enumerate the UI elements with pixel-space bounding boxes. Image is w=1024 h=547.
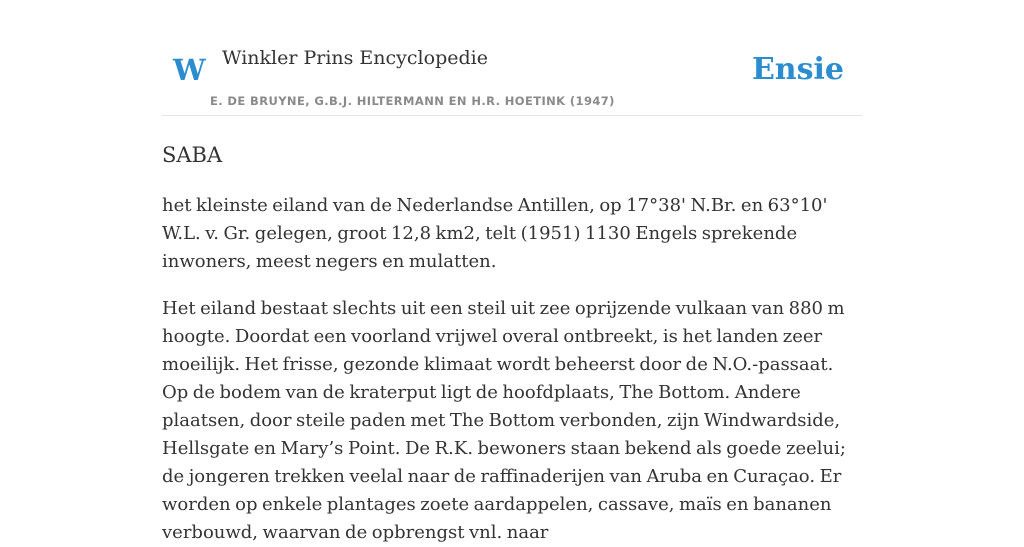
authors-line: E. DE BRUYNE, G.B.J. HILTERMANN EN H.R. HOETINK (1947) <box>210 94 615 108</box>
site-title[interactable]: Winkler Prins Encyclopedie <box>222 47 488 69</box>
article-paragraph: het kleinste eiland van de Nederlandse Antillen, op 17°38' N.Br. en 63°10' W.L. v. Gr. gelegen, groot 12,8 km2, telt (1951) 1130 Engels sprekende inwoners, meest negers en mulatten. <box>162 195 828 272</box>
page-container <box>162 0 862 547</box>
article-body <box>162 192 862 547</box>
article-paragraph: Het eiland bestaat slechts uit een steil uit zee oprijzende vulkaan van 880 m hoogte. Doordat een voorland vrijwel overal ontbreekt, is het landen zeer moeilijk. Het frisse, gezonde klimaat wordt beheerst door de N.O.-passaat. Op de bodem van de kraterput ligt de hoofdplaats, The Bottom. Andere plaatsen, door steile paden met The Bottom verbonden, zijn Windwardside, Hellsgate en Mary’s Point. De R.K. bewoners staan bekend als goede zeelui; de jongeren trekken veelal naar de raffinaderijen van Aruba en Curaçao. Er worden op enkele plantages zoete aardappelen, cassave, maïs en bananen verbouwd, waarvan de opbrengst vnl. naar <box>162 298 846 543</box>
winkler-prins-logo[interactable]: W <box>173 53 206 87</box>
ensie-logo[interactable]: Ensie <box>751 52 844 87</box>
site-header <box>162 0 862 116</box>
article-title: SABA <box>162 143 223 167</box>
